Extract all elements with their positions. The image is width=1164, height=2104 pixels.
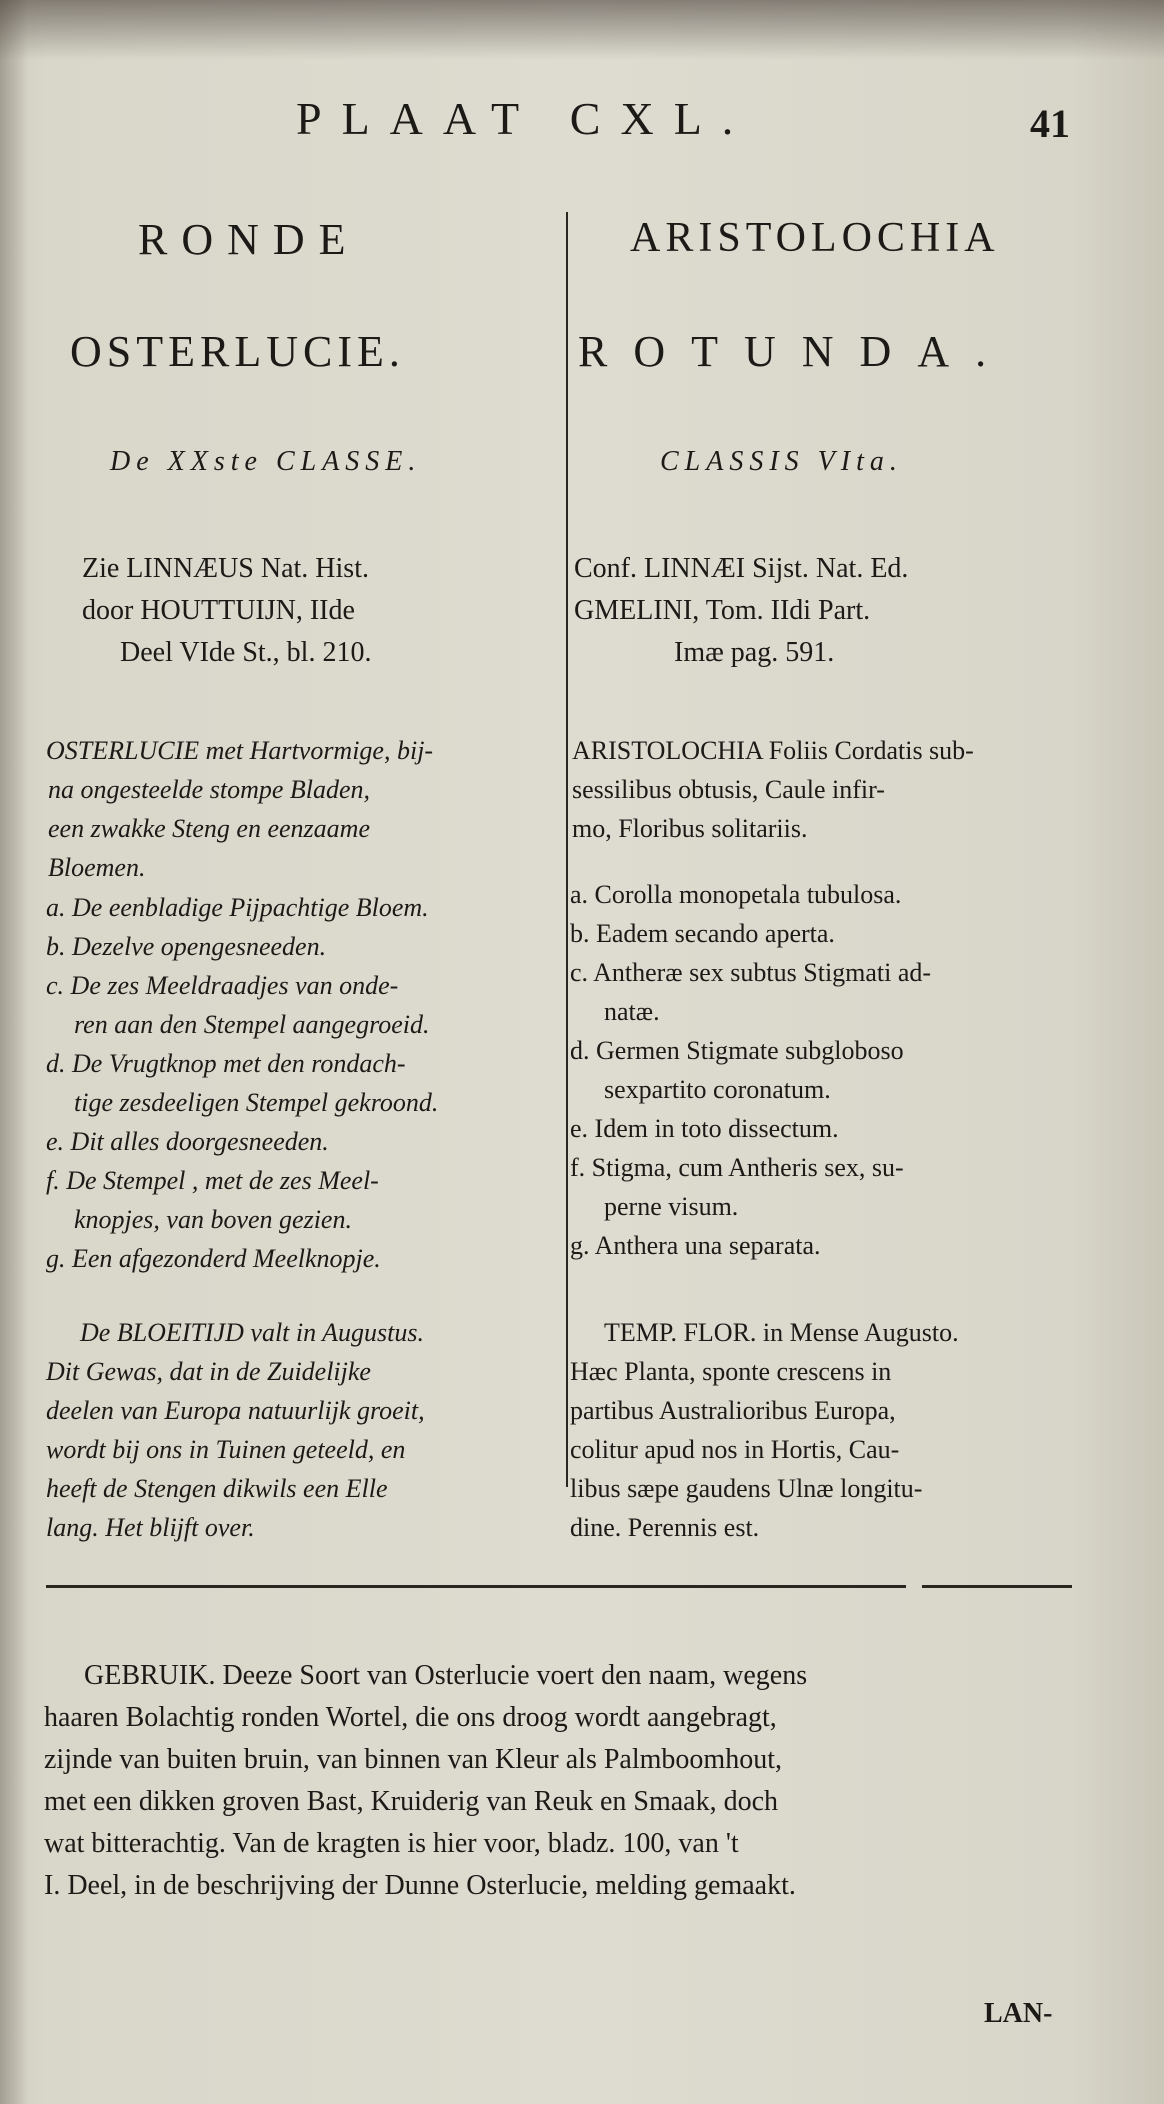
right-figure-f-cont: perne visum. <box>604 1192 739 1221</box>
right-figure-e: e. Idem in toto dissectum. <box>570 1114 839 1143</box>
left-description-1: OSTERLUCIE met Hartvormige, bij- <box>46 736 434 765</box>
usage-line-1: GEBRUIK. Deeze Soort van Osterlucie voert den naam, wegens <box>84 1660 808 1691</box>
left-flowering-1: De BLOEITIJD valt in Augustus. <box>80 1318 424 1347</box>
right-description-1: ARISTOLOCHIA Foliis Cordatis sub- <box>572 736 974 765</box>
left-title-line1: RONDE <box>138 215 360 264</box>
left-flowering-2: Dit Gewas, dat in de Zuidelijke <box>46 1357 371 1386</box>
usage-line-6: I. Deel, in de beschrijving der Dunne Osterlucie, melding gemaakt. <box>44 1870 796 1901</box>
right-figure-c: c. Antheræ sex subtus Stigmati ad- <box>570 958 932 987</box>
left-title-line2: OSTERLUCIE. <box>70 327 405 376</box>
right-figure-c-cont: natæ. <box>604 997 660 1026</box>
right-flowering-6: dine. Perennis est. <box>570 1513 760 1542</box>
left-classe: De XXste CLASSE. <box>110 446 422 477</box>
running-title: PLAAT CXL. <box>296 93 754 144</box>
right-flowering-1: TEMP. FLOR. in Mense Augusto. <box>604 1318 959 1347</box>
left-figure-c-cont: ren aan den Stempel aangegroeid. <box>74 1010 430 1039</box>
left-reference-2: door HOUTTUIJN, IIde <box>82 595 355 626</box>
left-figure-f-cont: knopjes, van boven gezien. <box>74 1205 352 1234</box>
left-flowering-5: heeft de Stengen dikwils een Elle <box>46 1474 388 1503</box>
right-figure-g: g. Anthera una separata. <box>570 1231 821 1260</box>
column-divider <box>566 212 568 1487</box>
usage-line-5: wat bitterachtig. Van de kragten is hier voor, bladz. 100, van 't <box>44 1828 739 1859</box>
right-reference-3: Imæ pag. 591. <box>674 637 835 668</box>
left-flowering-3: deelen van Europa natuurlijk groeit, <box>46 1396 425 1425</box>
right-title-line2: ROTUNDA. <box>578 327 1013 376</box>
left-figure-a: a. De eenbladige Pijpachtige Bloem. <box>46 893 429 922</box>
left-flowering-6: lang. Het blijft over. <box>46 1513 255 1542</box>
left-figure-f: f. De Stempel , met de zes Meel- <box>46 1166 379 1195</box>
right-figure-b: b. Eadem secando aperta. <box>570 919 835 948</box>
right-flowering-5: libus sæpe gaudens Ulnæ longitu- <box>570 1474 923 1503</box>
left-description-2: na ongesteelde stompe Bladen, <box>48 775 371 804</box>
right-title-line1: ARISTOLOCHIA <box>630 215 1000 261</box>
right-figure-d-cont: sexpartito coronatum. <box>604 1075 831 1104</box>
right-flowering-4: colitur apud nos in Hortis, Cau- <box>570 1435 900 1464</box>
usage-line-2: haaren Bolachtig ronden Wortel, die ons droog wordt aangebragt, <box>44 1702 777 1733</box>
left-reference-1: Zie LINNÆUS Nat. Hist. <box>82 553 369 584</box>
left-figure-d: d. De Vrugtknop met den rondach- <box>46 1049 406 1078</box>
left-figure-c: c. De zes Meeldraadjes van onde- <box>46 971 399 1000</box>
left-flowering-4: wordt bij ons in Tuinen geteeld, en <box>46 1435 406 1464</box>
left-figure-b: b. Dezelve opengesneeden. <box>46 932 327 961</box>
usage-line-3: zijnde van buiten bruin, van binnen van Kleur als Palmboomhout, <box>44 1744 782 1775</box>
usage-line-4: met een dikken groven Bast, Kruiderig van Reuk en Smaak, doch <box>44 1786 779 1817</box>
right-description-3: mo, Floribus solitariis. <box>572 814 808 843</box>
right-classis: CLASSIS VIta. <box>660 446 903 477</box>
page-number: 41 <box>1030 101 1070 146</box>
right-flowering-2: Hæc Planta, sponte crescens in <box>570 1357 892 1386</box>
left-description-3: een zwakke Steng en eenzaame <box>48 814 370 843</box>
right-reference-2: GMELINI, Tom. IIdi Part. <box>574 595 871 626</box>
left-figure-e: e. Dit alles doorgesneeden. <box>46 1127 329 1156</box>
right-reference-1: Conf. LINNÆI Sijst. Nat. Ed. <box>574 553 909 584</box>
right-figure-d: d. Germen Stigmate subgloboso <box>570 1036 904 1065</box>
page-top-shadow <box>0 0 1164 60</box>
right-description-2: sessilibus obtusis, Caule infir- <box>572 775 885 804</box>
right-figure-f: f. Stigma, cum Antheris sex, su- <box>570 1153 904 1182</box>
section-rule-left <box>46 1585 906 1588</box>
right-flowering-3: partibus Australioribus Europa, <box>570 1396 896 1425</box>
left-description-4: Bloemen. <box>48 853 146 882</box>
left-reference-3: Deel VIde St., bl. 210. <box>120 637 372 668</box>
section-rule-right <box>922 1585 1072 1588</box>
catchword: LAN- <box>984 1998 1053 2029</box>
page-edge-shadow <box>0 0 28 2104</box>
left-figure-d-cont: tige zesdeeligen Stempel gekroond. <box>74 1088 439 1117</box>
left-figure-g: g. Een afgezonderd Meelknopje. <box>46 1244 381 1273</box>
right-figure-a: a. Corolla monopetala tubulosa. <box>570 880 902 909</box>
